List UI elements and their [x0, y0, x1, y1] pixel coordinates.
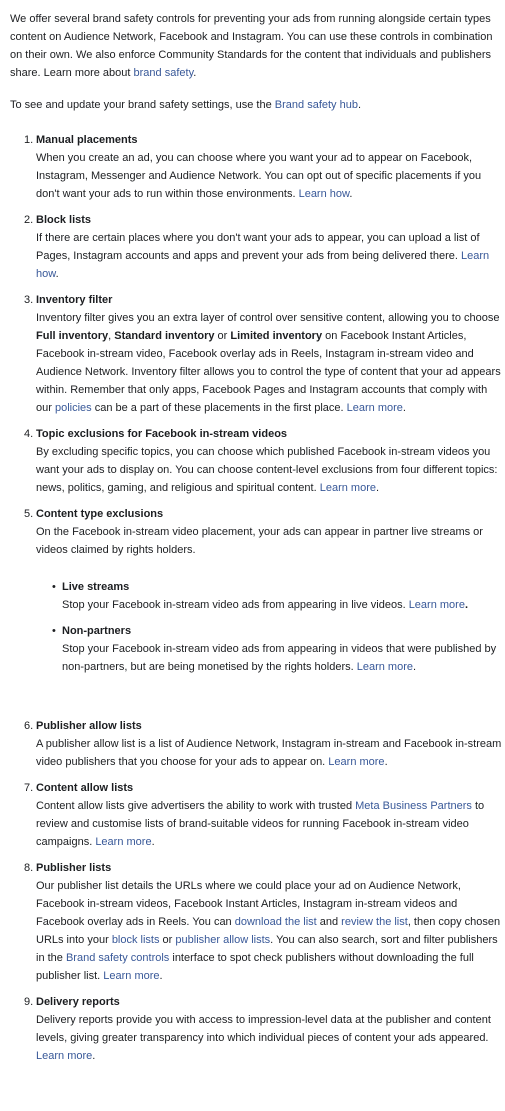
item-body: A publisher allow list is a list of Audience Network, Instagram in-stream and Facebook in-stream video publishers that you choose for your ads to appear on. Learn more. — [36, 738, 502, 768]
item-body: When you create an ad, you can choose where you want your ad to appear on Facebook, Instagram, Messenger and Audience Network. You can opt out of specific placements if you don't want your ads to run within those environments. Learn how. — [36, 152, 482, 200]
sub-item-title: Non-partners — [62, 625, 132, 637]
learn-more-link[interactable]: Learn more — [356, 661, 413, 673]
item-body: Content allow lists give advertisers the ability to work with trusted Meta Business Partners to review and customise lists of brand-suitable videos for running Facebook in-stream video campaigns. Learn more. — [36, 800, 485, 848]
item-title: Delivery reports — [36, 996, 120, 1008]
brand-safety-hub-link[interactable]: Brand safety hub — [274, 99, 358, 111]
item-number: 6. — [24, 720, 34, 732]
learn-how-link[interactable]: Learn how — [36, 250, 490, 280]
spacer — [36, 684, 503, 709]
content-type-sublist — [36, 578, 503, 676]
item-title: Publisher lists — [36, 862, 112, 874]
item-number: 7. — [24, 782, 34, 794]
learn-more-link[interactable]: Learn more — [346, 402, 403, 414]
list-item-content-type-exclusions — [10, 505, 503, 709]
item-number: 9. — [24, 996, 34, 1008]
publisher-allow-lists-link[interactable]: publisher allow lists — [175, 934, 271, 946]
list-item-publisher-allow-lists — [10, 717, 503, 771]
hub-text: To see and update your brand safety settings, use the — [10, 99, 275, 111]
limited-inventory-label: Limited inventory — [230, 330, 323, 342]
download-list-link[interactable]: download the list — [234, 916, 317, 928]
sub-item-live-streams — [36, 578, 503, 614]
item-body: Inventory filter gives you an extra layer of control over sensitive content, allowing you to choose Full inventory, Standard inventory or Limited inventory on Facebook Instant Articles, Facebook in-stream video, Facebook overlay ads in Reels, Instagram in-stream video and Audience Network. Inventory filter allows you to control the type of content that your ad appears within. Remember that only apps, Facebook Pages and Instagram accounts that comply with our policies can be a part of these placements in the first place. Learn more. — [36, 312, 501, 414]
list-item-publisher-lists — [10, 859, 503, 985]
list-item-block-lists — [10, 211, 503, 283]
item-title: Publisher allow lists — [36, 720, 142, 732]
item-title: Inventory filter — [36, 294, 113, 306]
item-body: By excluding specific topics, you can choose which published Facebook in-stream videos you want your ads to display on. You can choose content-level exclusions from four different topics: news, politics, gaming, and religious and spiritual content. Learn more. — [36, 446, 498, 494]
policies-link[interactable]: policies — [54, 402, 92, 414]
meta-business-partners-link[interactable]: Meta Business Partners — [355, 800, 472, 812]
brand-safety-controls-link[interactable]: Brand safety controls — [65, 952, 170, 964]
review-list-link[interactable]: review the list — [341, 916, 408, 928]
item-title: Content allow lists — [36, 782, 134, 794]
list-item-delivery-reports — [10, 993, 503, 1065]
intro-text: We offer several brand safety controls for preventing your ads from running alongside certain types content on Audience Network, Facebook and Instagram. You can use these controls in combination on their own. We also enforce Community Standards for the content that individuals and publishers share. Learn more about — [10, 13, 493, 79]
item-number: 1. — [24, 134, 34, 146]
learn-more-link[interactable]: Learn more — [319, 482, 376, 494]
hub-end: . — [357, 99, 362, 111]
item-title: Manual placements — [36, 134, 138, 146]
item-number: 8. — [24, 862, 34, 874]
item-title: Content type exclusions — [36, 508, 164, 520]
item-body: Our publisher list details the URLs where we could place your ad on Audience Network, Facebook in-stream videos, Facebook Instant Articles, Instagram in-stream videos and Facebook overlay ads in Reels. You can download the list and review the list, then copy chosen URLs into your block lists or publisher allow lists. You can also search, sort and filter publishers in the Brand safety controls interface to spot check publishers without downloading the full publisher list. Learn more. — [36, 880, 501, 982]
sub-item-body: Stop your Facebook in-stream video ads from appearing in videos that were published by non-partners, but are being monetised by the rights holders. Learn more. — [62, 643, 497, 673]
learn-how-link[interactable]: Learn how — [298, 188, 350, 200]
list-item-topic-exclusions — [10, 425, 503, 497]
brand-safety-controls-list — [10, 131, 503, 1065]
intro-end: . — [193, 67, 197, 79]
hub-paragraph — [10, 96, 503, 114]
bullet: • — [52, 581, 56, 593]
list-item-inventory-filter — [10, 291, 503, 417]
item-number: 4. — [24, 428, 34, 440]
learn-more-link[interactable]: Learn more — [36, 1050, 93, 1062]
standard-inventory-label: Standard inventory — [114, 330, 215, 342]
block-lists-link[interactable]: block lists — [111, 934, 160, 946]
learn-more-link[interactable]: Learn more — [408, 599, 465, 611]
item-title: Topic exclusions for Facebook in-stream videos — [36, 428, 288, 440]
item-number: 3. — [24, 294, 34, 306]
item-number: 5. — [24, 508, 34, 520]
bullet: • — [52, 625, 56, 637]
learn-more-link[interactable]: Learn more — [103, 970, 160, 982]
sub-item-non-partners — [36, 622, 503, 676]
learn-more-link[interactable]: Learn more — [95, 836, 152, 848]
item-body: Delivery reports provide you with access to impression-level data at the publisher and content levels, giving greater transparency into which individual pieces of content your ads appeared. Learn more. — [36, 1014, 491, 1062]
item-title: Block lists — [36, 214, 92, 226]
full-inventory-label: Full inventory — [36, 330, 109, 342]
intro-paragraph — [10, 10, 503, 82]
item-number: 2. — [24, 214, 34, 226]
item-body: If there are certain places where you don't want your ads to appear, you can upload a list of Pages, Instagram accounts and apps and prevent your ads from being delivered there. Learn how. — [36, 232, 490, 280]
learn-more-link[interactable]: Learn more — [328, 756, 385, 768]
sub-item-body: Stop your Facebook in-stream video ads from appearing in live videos. Learn more. — [62, 599, 469, 611]
item-body: On the Facebook in-stream video placement, your ads can appear in partner live streams or videos claimed by rights holders. — [36, 526, 483, 556]
brand-safety-link[interactable]: brand safety — [133, 67, 194, 79]
sub-item-title: Live streams — [62, 581, 130, 593]
list-item-manual-placements — [10, 131, 503, 203]
list-item-content-allow-lists — [10, 779, 503, 851]
